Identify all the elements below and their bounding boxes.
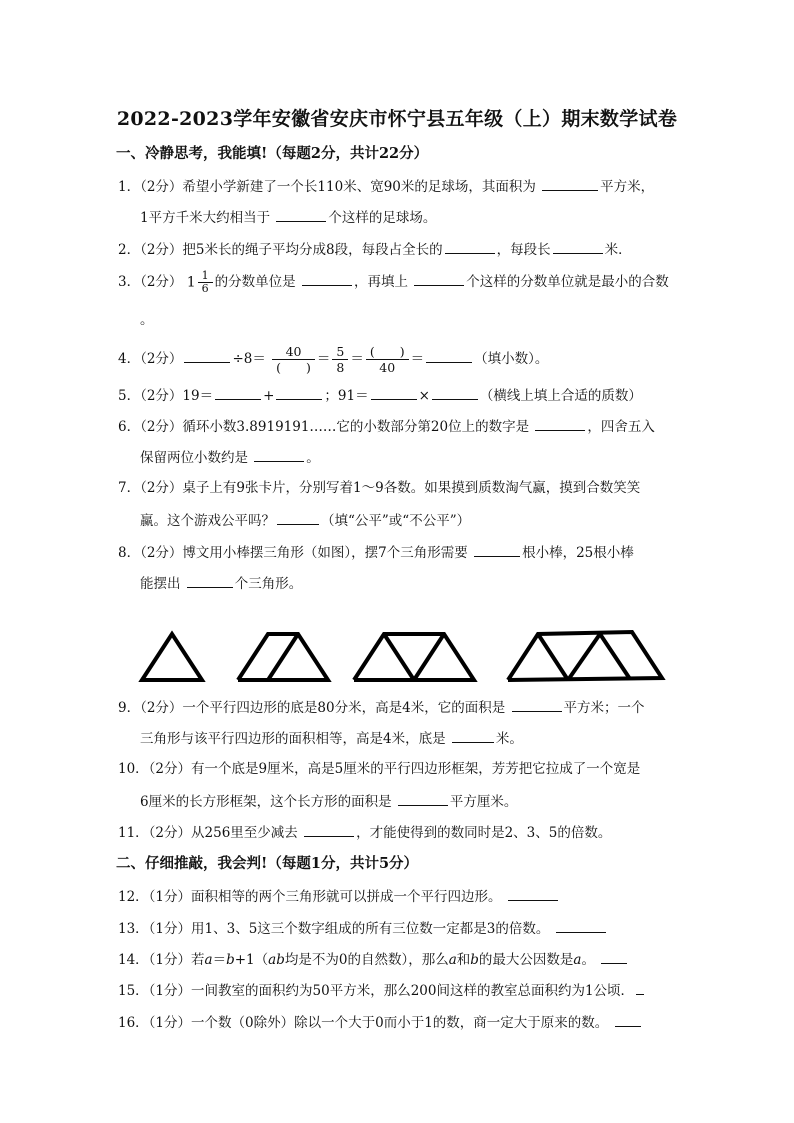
answer-blank[interactable] [426,348,472,363]
answer-blank[interactable] [187,573,233,588]
fraction-1: $\frac{40}{( )}$ [272,344,315,375]
answer-blank[interactable] [277,510,319,525]
question-10: 10．（2分）有一个底是9厘米，高是5厘米的平行四边形框架，芳芳把它拉成了一个宽是 [118,761,641,777]
fraction-3: $\frac{( )}{40}$ [366,344,409,375]
answer-blank[interactable] [254,447,304,462]
answer-blank[interactable] [276,385,322,400]
question-14: 14．（1分）若a＝b+1（ab均是不为0的自然数），那么a和b的最大公因数是a。 [118,949,629,969]
question-16: 16．（1分）一个数（0除外）除以一个大于0而小于1的数，商一定大于原来的数。 [118,1012,643,1032]
answer-blank[interactable] [414,271,464,286]
question-9: 9．（2分）一个平行四边形的底是80分米，高是4米，它的面积是 平方米；一个 [118,697,645,717]
question-11: 11．（2分）从256里至少减去 ，才能使得到的数同时是2、3、5的倍数。 [118,822,611,842]
question-5: 5．（2分）19＝ + ；91＝ × （横线上填上合适的质数） [118,385,642,405]
question-2: 2．（2分）把5米长的绳子平均分成8段，每段占全长的 ，每段长 米． [118,239,632,259]
section-1-heading: 一、冷静思考，我能填!（每题2分，共计22分） [116,145,429,162]
question-8-cont: 能摆出 个三角形。 [140,573,302,593]
answer-blank[interactable] [636,980,644,995]
answer-blank[interactable] [371,385,417,400]
answer-blank[interactable] [615,1012,641,1027]
triangles-3 [354,634,474,680]
answer-blank[interactable] [432,385,478,400]
answer-blank[interactable] [276,207,326,222]
answer-blank[interactable] [452,728,494,743]
question-1: 1．（2分）希望小学新建了一个长110米、宽90米的足球场，其面积为 平方米， [118,176,654,196]
question-8: 8．（2分）博文用小棒摆三角形（如图），摆7个三角形需要 根小棒，25根小棒 [118,542,634,562]
answer-blank[interactable] [542,176,598,191]
question-15: 15．（1分）一间教室的面积约为50平方米，那么200间这样的教室总面积约为1公顷． [118,980,646,1000]
answer-blank[interactable] [512,697,562,712]
page-title: 2022-2023学年安徽省安庆市怀宁县五年级（上）期末数学试卷 [116,108,678,130]
fraction-2: $\frac{5}{8}$ [332,344,348,375]
question-1-cont: 1平方千米大约相当于 个这样的足球场。 [140,207,436,227]
question-3: 3．（2分） 1 $\frac{1}{6}$ 的分数单位是 ，再填上 个这样的分数单位就是最小的合数 [118,269,669,295]
answer-blank[interactable] [184,348,230,363]
question-6: 6．（2分）循环小数3.8919191……它的小数部分第20位上的数字是 ，四舍五入 [118,416,655,436]
question-12: 12．（1分）面积相等的两个三角形就可以拼成一个平行四边形。 [118,886,560,906]
question-4: 4．（2分） ÷8＝ $\frac{40}{( )}$ ＝ $\frac{5}{8}$ ＝ $\frac{( )}{40}$ ＝ （填小数）。 [118,344,549,375]
question-13: 13．（1分）用1、3、5这三个数字组成的所有三位数一定都是3的倍数。 [118,918,608,938]
question-3-cont: 。 [140,312,154,328]
answer-blank[interactable] [302,271,352,286]
triangles-4 [508,632,662,680]
answer-blank[interactable] [215,385,261,400]
mixed-number: 1 $\frac{1}{6}$ [187,270,215,295]
question-9-cont: 三角形与该平行四边形的面积相等，高是4米，底是 米。 [140,728,523,748]
answer-blank[interactable] [556,918,606,933]
triangles-2 [238,634,328,680]
answer-blank[interactable] [398,791,448,806]
question-7: 7．（2分）桌子上有9张卡片，分别写着1～9各数。如果摸到质数淘气赢，摸到合数笑笑 [118,480,641,496]
answer-blank[interactable] [304,822,354,837]
answer-blank[interactable] [445,239,495,254]
triangle-sticks-figure [134,628,674,690]
answer-blank[interactable] [553,239,603,254]
question-6-cont: 保留两位小数约是 。 [140,447,320,467]
question-7-cont: 赢。这个游戏公平吗？ （填“公平”或“不公平”） [140,510,470,530]
triangle-1 [142,634,202,680]
answer-blank[interactable] [535,416,585,431]
question-10-cont: 6厘米的长方形框架，这个长方形的面积是 平方厘米。 [140,791,517,811]
answer-blank[interactable] [474,542,520,557]
answer-blank[interactable] [601,949,627,964]
section-2-heading: 二、仔细推敲，我会判!（每题1分，共计5分） [116,855,419,872]
answer-blank[interactable] [508,886,558,901]
